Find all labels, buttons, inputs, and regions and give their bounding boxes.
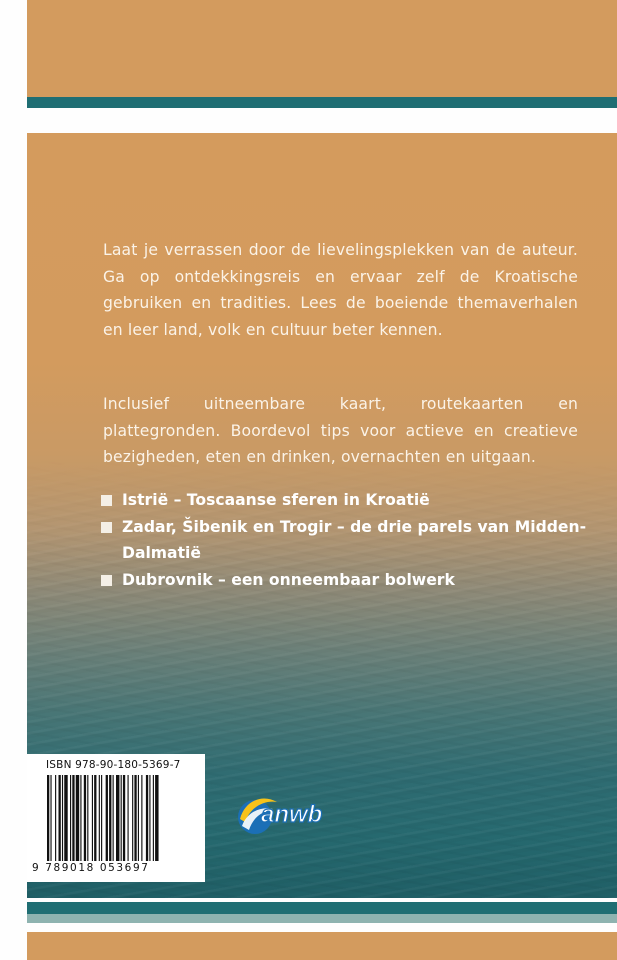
top-sand-band	[27, 0, 617, 97]
isbn-label: ISBN 978-90-180-5369-7	[46, 759, 181, 771]
bottom-sand-band	[27, 932, 617, 960]
bullet-square-icon	[101, 495, 112, 506]
highlight-text: Dubrovnik – een onneembaar bolwerk	[122, 570, 455, 589]
bottom-teal-stripe	[27, 902, 617, 914]
top-teal-stripe	[27, 97, 617, 108]
anwb-wordmark: anwb	[261, 801, 323, 828]
list-item	[100, 487, 590, 514]
list-item	[100, 567, 590, 594]
barcode-block	[27, 754, 205, 882]
highlight-text: Zadar, Šibenik en Trogir – de drie parels van Midden-Dalmatië	[122, 517, 587, 562]
barcode-bars	[47, 775, 197, 861]
list-item	[100, 514, 590, 567]
bottom-light-stripe	[27, 914, 617, 923]
intro-paragraph: Laat je verrassen door de lievelingsplekken van de auteur. Ga op ontdekkingsreis en ervaar zelf de Kroatische gebruiken en tradities. Lees de boeiende themaverhalen en leer land, volk en cultuur beter kennen.	[103, 241, 578, 339]
anwb-logo	[233, 784, 343, 844]
features-paragraph: Inclusief uitneembare kaart, routekaarten en plattegronden. Boordevol tips voor actieve en creatieve bezigheden, eten en drinken, overnachten en uitgaan.	[103, 395, 578, 466]
highlight-text: Istrië – Toscaanse sferen in Kroatië	[122, 491, 430, 509]
bullet-square-icon	[101, 575, 112, 586]
barcode-number: 9 789018 053697	[32, 862, 150, 874]
bullet-square-icon	[101, 522, 112, 533]
highlights-list	[100, 487, 590, 593]
